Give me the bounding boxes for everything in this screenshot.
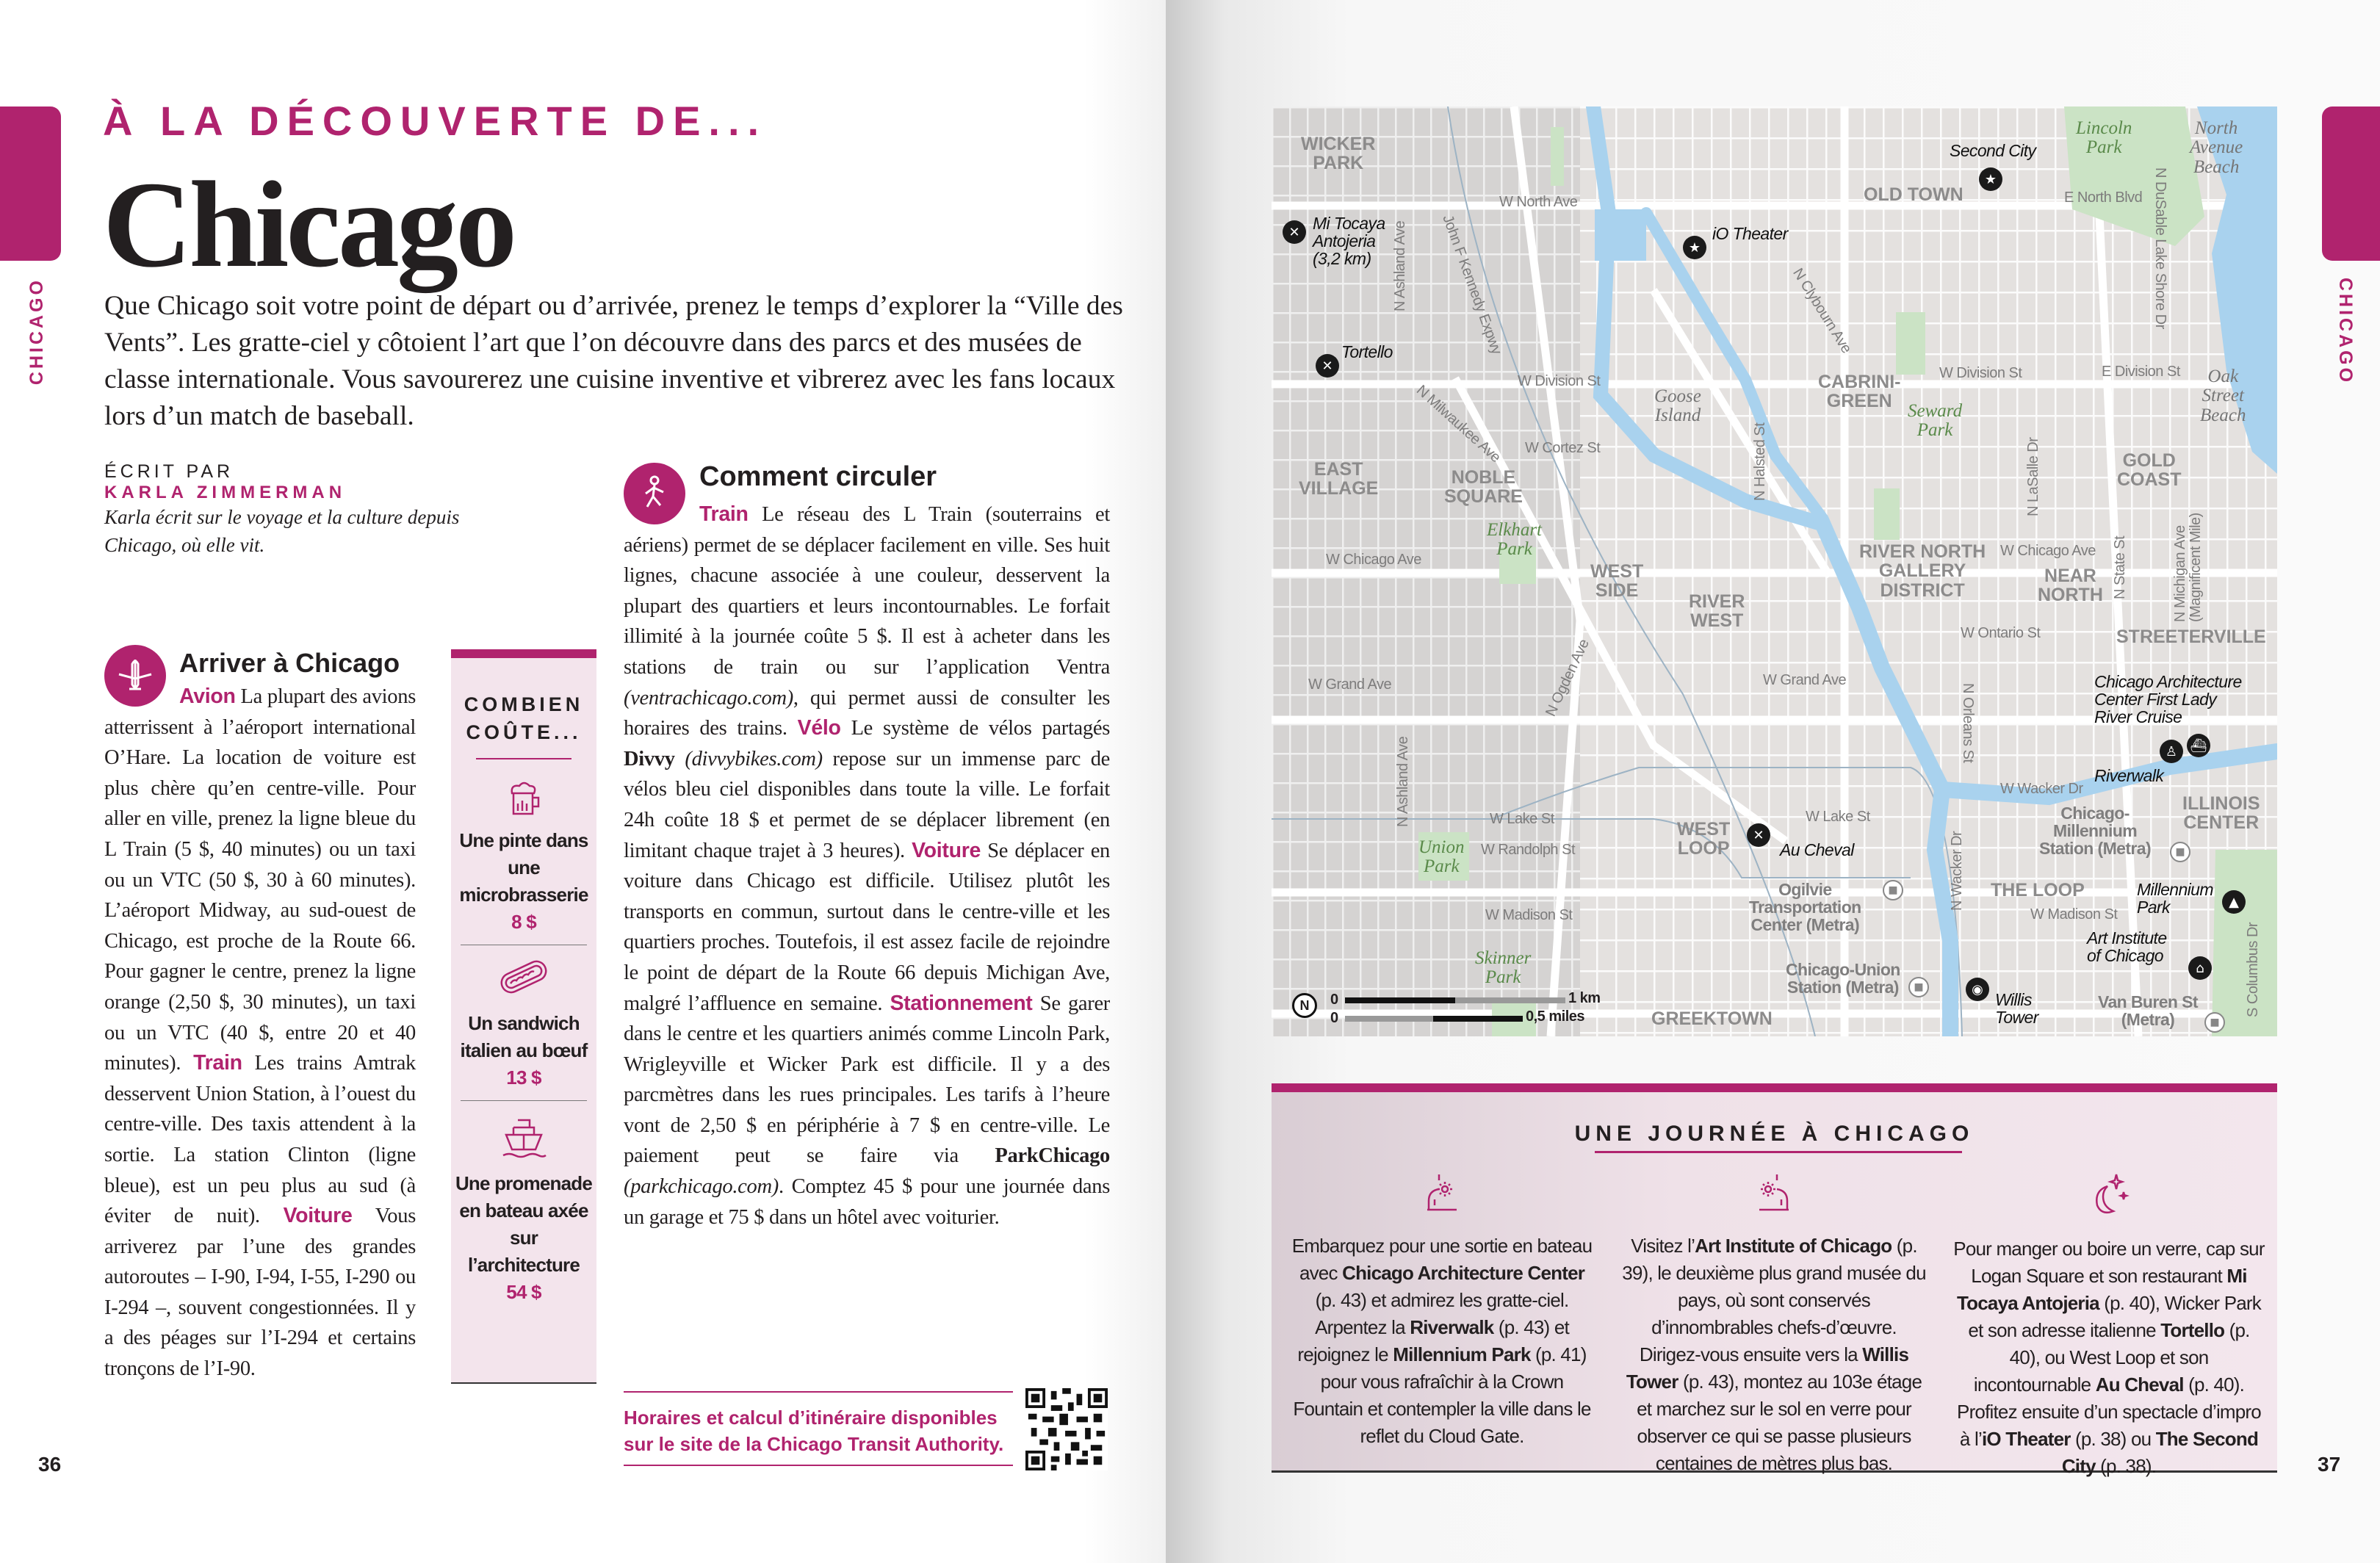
- text-run: (p. 38) ou: [2070, 1428, 2156, 1450]
- map-label-district: ILLINOIS CENTER: [2182, 793, 2260, 834]
- text-run: (p. 39), le deuxième plus grand musée du pays, où sont conservés d’innombrables chefs-d’œuvre. Dirigez-vous ensuite vers la: [1622, 1235, 1926, 1365]
- itinerary-afternoon: [1620, 1172, 1928, 1477]
- text-run: (p. 43) et rejoignez le: [1297, 1316, 1569, 1365]
- text-run: Embarquez pour une sortie en bateau avec: [1291, 1235, 1593, 1284]
- map-label-station: Van Buren St (Metra): [2098, 992, 2198, 1030]
- map-label-street: W Chicago Ave: [1326, 552, 1421, 568]
- url-text: (divvybikes.com): [685, 747, 823, 770]
- text-run: (p. 38).: [2095, 1455, 2157, 1477]
- author-description: Karla écrit sur le voyage et la culture depuis Chicago, où elle vit.: [104, 506, 460, 556]
- bold-text: iO Theater: [1981, 1428, 2071, 1450]
- map-label-street: N Milwaukee Ave: [1413, 382, 1504, 466]
- map-label-street: N Ogden Ave: [1543, 637, 1593, 719]
- map-label-poi[interactable]: Willis Tower: [1995, 990, 2038, 1028]
- restaurant-icon[interactable]: ✕: [1283, 220, 1306, 244]
- bold-text: Tortello: [2160, 1319, 2225, 1341]
- divider: [1595, 1151, 1962, 1153]
- inline-heading: Avion: [179, 685, 236, 708]
- day-itinerary-title: UNE JOURNÉE À CHICAGO: [1574, 1122, 1975, 1146]
- text-run: Le système de vélos partagés: [840, 717, 1110, 740]
- map-label-street: N State St: [2112, 535, 2128, 599]
- map-label-street: W Chicago Ave: [2000, 543, 2096, 559]
- walking-tour-icon[interactable]: ♙: [2160, 740, 2183, 763]
- theater-icon[interactable]: ★: [1979, 167, 2002, 191]
- north-arrow-icon: N: [1292, 993, 1317, 1018]
- map-label-district: GREEKTOWN: [1651, 1008, 1773, 1029]
- cost-item-price: 8 $: [511, 911, 536, 933]
- cost-item: [451, 1116, 596, 1306]
- map-label-district: WICKER PARK: [1301, 134, 1376, 174]
- boat-cruise-icon[interactable]: ⛴: [2187, 734, 2210, 757]
- map-label-station: Ogilvie Transportation Center (Metra): [1749, 880, 1861, 935]
- cost-sidebar-title: COMBIEN COÛTE...: [464, 693, 584, 743]
- scale-mi-zero: 0: [1330, 1010, 1339, 1026]
- scale-bar-km: [1455, 997, 1565, 1003]
- map-label-poi[interactable]: iO Theater: [1712, 224, 1788, 243]
- map-label-district: STREETERVILLE: [2116, 627, 2266, 647]
- divider: [461, 1100, 587, 1101]
- map-label-street: N Halsted St: [1752, 422, 1768, 501]
- map-label-poi[interactable]: Mi Tocaya Antojeria (3,2 km): [1313, 214, 1385, 269]
- url-text: (ventrachicago.com): [624, 686, 793, 710]
- train-station-icon[interactable]: ■: [2204, 1012, 2225, 1033]
- map-label-street: W Madison St: [1485, 907, 1573, 923]
- text-run: Vous arriverez par l’une des grandes autoroutes – I-90, I-94, I-55, I-290 ou I-294 –, souvent congestionnées. Il y a des péages sur l’I-294 et certains tronçons de l’I-90.: [104, 1205, 416, 1381]
- circuler-title: Comment circuler: [699, 461, 937, 492]
- bold-text: Au Cheval: [2095, 1374, 2184, 1396]
- map-label-poi[interactable]: Riverwalk: [2094, 766, 2164, 785]
- map-label-district: NOBLE SQUARE: [1444, 467, 1523, 508]
- cost-item-label: Une pinte dans une microbrasserie: [459, 829, 588, 906]
- text-run: Visitez l’: [1631, 1235, 1695, 1257]
- cost-item-price: 13 $: [506, 1066, 541, 1089]
- text-run: Se garer dans le centre et les quartiers animés comme Lincoln Park, Wrigleyville et Wicker Park est difficile. Il y a des parcmètres dans les rues principales. Les tarifs à l’heure vont de 2,50 $ en périphérie à 7 $ en centre-ville. Le paiement peut se faire via: [624, 992, 1110, 1168]
- circuler-body: [624, 499, 1110, 1232]
- scale-bar-miles: [1433, 1016, 1523, 1022]
- cost-item-label: Un sandwich italien au bœuf 13 $: [460, 1012, 588, 1089]
- map-label-street: W North Ave: [1499, 194, 1578, 210]
- map-label-park: Union Park: [1418, 837, 1465, 877]
- bold-text: Millennium Park: [1393, 1343, 1531, 1365]
- map-label-district: RIVER NORTH GALLERY DISTRICT: [1859, 541, 1986, 601]
- arriver-body: [104, 682, 416, 1385]
- page-title: Chicago: [103, 156, 514, 293]
- map-label-district: GOLD COAST: [2117, 450, 2182, 491]
- map-label-street: W Lake St: [1490, 811, 1554, 827]
- day-itinerary-box: [1272, 1083, 2277, 1477]
- itinerary-text: [1288, 1232, 1596, 1450]
- author-name: KARLA ZIMMERMAN: [104, 483, 347, 502]
- text-run: repose sur un immense parc de vélos bleu ciel disponibles dans toute la ville. Le forfait 24h coûte 18 $ et permet de se déplacer librement (en limitant chaque trajet à 3 heures).: [624, 747, 1110, 862]
- bold-text: ParkChicago: [995, 1144, 1110, 1168]
- map-label-poi[interactable]: Chicago Architecture Center First Lady River Cruise: [2094, 672, 2242, 727]
- map-label-poi[interactable]: Au Cheval: [1780, 840, 1854, 859]
- train-station-icon[interactable]: ■: [2170, 842, 2190, 862]
- itinerary-text: [1620, 1232, 1928, 1477]
- map-label-street: W Randolph St: [1481, 842, 1576, 858]
- cost-item: [451, 779, 596, 936]
- train-station-icon[interactable]: ■: [1883, 880, 1903, 900]
- map-label-street: N Ashland Ave: [1392, 220, 1408, 311]
- map-label-street: W Wacker Dr: [2000, 781, 2083, 797]
- map-label-street: W Division St: [1518, 373, 1601, 389]
- map-label-poi[interactable]: Tortello: [1341, 342, 1393, 361]
- scale-km-zero: 0: [1330, 992, 1339, 1008]
- page-number-right: 37: [2318, 1453, 2341, 1476]
- moon-stars-icon: [2087, 1172, 2131, 1219]
- itinerary-evening: [1951, 1172, 2267, 1480]
- map-label-district: THE LOOP: [1991, 880, 2085, 900]
- map-label-street: W Ontario St: [1961, 625, 2041, 641]
- bold-text: The Second City: [2061, 1428, 2259, 1477]
- byline: [104, 461, 486, 559]
- city-map[interactable]: [1272, 107, 2277, 1036]
- park-tree-icon[interactable]: ▲: [2222, 890, 2246, 914]
- beer-mug-icon: [503, 779, 544, 820]
- inline-heading: Train: [193, 1051, 242, 1075]
- qr-code-icon[interactable]: [1025, 1388, 1108, 1470]
- sunrise-icon: [1420, 1172, 1464, 1216]
- cost-item-price: 54 $: [506, 1281, 541, 1303]
- map-label-street: W Grand Ave: [1308, 676, 1392, 693]
- text-run: Le réseau des L Train (souterrains et aériens) permet de se déplacer facilement en ville. Ses huit lignes, chacune associée à une couleur, desservent la plupart des quartiers et leurs incontournables. Le forfait illimité à la journée coûte 5 $. Il est à acheter dans les stations de train ou sur l’application Ventra: [624, 503, 1110, 679]
- bold-text: Art Institute of Chicago: [1695, 1235, 1892, 1257]
- section-tab-right: [2322, 107, 2380, 261]
- map-label-park: Lincoln Park: [2076, 118, 2132, 158]
- bold-text: Riverwalk: [1410, 1316, 1494, 1338]
- inline-heading: Train: [699, 502, 749, 526]
- text-run: , qui permet aussi de consulter les horaires des trains.: [624, 686, 1110, 740]
- afternoon-sun-icon: [1752, 1172, 1796, 1216]
- museum-icon[interactable]: ⌂: [2188, 956, 2212, 980]
- train-station-icon[interactable]: ■: [1908, 977, 1929, 997]
- text-run: (p. 40), ou West Loop et son incontournable: [1973, 1319, 2250, 1396]
- map-label-district: NEAR NORTH: [2038, 566, 2103, 606]
- scale-bar-km: [1345, 997, 1455, 1003]
- kicker: À LA DÉCOUVERTE DE...: [103, 98, 768, 144]
- scale-bar-miles: [1345, 1016, 1433, 1022]
- map-label-street: N LaSalle Dr: [2025, 437, 2041, 516]
- restaurant-icon[interactable]: ✕: [1747, 823, 1770, 847]
- map-label-street: W Grand Ave: [1763, 672, 1847, 688]
- hot-dog-icon: [496, 954, 552, 1003]
- bold-text: Mi Tocaya Antojeria: [1957, 1265, 2247, 1314]
- text-run: Pour manger ou boire un verre, cap sur Logan Square et son restaurant: [1953, 1238, 2265, 1287]
- restaurant-icon[interactable]: ✕: [1316, 354, 1339, 378]
- map-label-street: W Madison St: [2030, 906, 2118, 923]
- bold-text: Divvy: [624, 747, 675, 770]
- map-label-street: E North Blvd: [2064, 189, 2143, 206]
- map-label-street: W Lake St: [1806, 809, 1870, 825]
- transit-note-line: sur le site de la Chicago Transit Authority.: [624, 1433, 1004, 1455]
- arriver-title: Arriver à Chicago: [179, 648, 400, 678]
- map-label-street: W Division St: [1939, 365, 2022, 381]
- text-run: [675, 748, 685, 770]
- map-label-district: OLD TOWN: [1864, 184, 1964, 205]
- bold-text: Chicago Architecture Center: [1342, 1262, 1585, 1284]
- map-label-district: RIVER WEST: [1689, 591, 1745, 632]
- map-label-water: Oak Street Beach: [2200, 367, 2246, 425]
- itinerary-text: [1951, 1235, 2267, 1480]
- section-tab-left: [0, 107, 61, 261]
- cost-item-label: Une promenade en bateau axée sur l’architecture: [455, 1172, 593, 1276]
- map-label-street: N Orleans St: [1960, 683, 1976, 763]
- theater-icon[interactable]: ★: [1683, 236, 1706, 259]
- map-label-street: W Cortez St: [1525, 440, 1601, 456]
- map-label-street: N Clybourn Ave: [1789, 265, 1855, 356]
- map-label-district: WEST SIDE: [1590, 561, 1644, 602]
- bold-text: Willis Tower: [1626, 1343, 1909, 1393]
- map-label-district: EAST VILLAGE: [1299, 459, 1379, 499]
- map-label-district: WEST LOOP: [1677, 819, 1731, 859]
- map-label-street: John F Kennedy Expwy: [1439, 212, 1505, 357]
- url-text: (parkchicago.com): [624, 1175, 779, 1199]
- section-label-left: CHICAGO: [26, 278, 47, 386]
- text-run: (p. 40), Wicker Park et son adresse italienne: [1968, 1292, 2261, 1341]
- byline-label: ÉCRIT PAR: [104, 461, 234, 482]
- section-label-right: CHICAGO: [2335, 278, 2356, 386]
- itinerary-morning: [1288, 1172, 1596, 1450]
- map-label-district: CABRINI- GREEN: [1818, 372, 1901, 412]
- transit-note-line: Horaires et calcul d’itinéraire disponibles: [624, 1407, 998, 1429]
- text-run: (p. 40). Profitez ensuite d’un spectacle d’impro à l’: [1957, 1374, 2261, 1450]
- text-run: La plupart des avions atterrissent à l’aéroport international O’Hare. La location de voiture est plus chère qu’en centre-ville. Pour aller en ville, prenez la ligne bleue du L Train (5 $, 40 minutes) ou un taxi ou un VTC (50 $, 30 à 60 minutes). L’aéroport Midway, au sud-ouest de Chicago, est proche de la Route 66. Pour gagner le centre, prenez la ligne orange (2,50 $, 30 minutes), un taxi ou un VTC (40 $, entre 20 et 40 minutes).: [104, 685, 416, 1075]
- camera-icon[interactable]: ◉: [1966, 978, 1989, 1001]
- text-run: . Comptez 45 $ pour une journée dans un garage et 75 $ dans un hôtel avec voiturier.: [624, 1175, 1110, 1229]
- scale-mi-label: 0,5 miles: [1526, 1008, 1585, 1025]
- inline-heading: Voiture: [912, 838, 981, 862]
- map-label-station: Chicago-Union Station (Metra): [1786, 960, 1900, 997]
- text-run: Les trains Amtrak desservent Union Station, à l’ouest du centre-ville. Des taxis attendent à la sortie. La station Clinton (ligne bleue), est un peu plus au sud (à éviter de nuit).: [104, 1052, 416, 1228]
- map-label-street: N Ashland Ave: [1395, 736, 1411, 827]
- map-label-water: Goose Island: [1654, 386, 1701, 426]
- inline-heading: Voiture: [283, 1204, 353, 1228]
- map-label-poi[interactable]: Art Institute of Chicago: [2087, 928, 2167, 966]
- map-label-park: Seward Park: [1908, 401, 1963, 441]
- map-label-street: S Columbus Dr: [2245, 922, 2261, 1017]
- cost-item: [451, 954, 596, 1091]
- intro-paragraph: Que Chicago soit votre point de départ ou d’arrivée, prenez le temps d’explorer la “Ville des Vents”. Les gratte-ciel y côtoient l’art que l’on découvre dans des parcs et des musées de classe internationale. Vous savourerez une cuisine inventive et vibrerez avec les fans locaux lors d’un match de baseball.: [104, 291, 1123, 431]
- text-run: (p. 43) et admirez les gratte-ciel. Arpentez la: [1315, 1289, 1569, 1338]
- map-label-station: Chicago- Millennium Station (Metra): [2039, 804, 2152, 859]
- map-label-park: Skinner Park: [1475, 948, 1532, 988]
- divider: [476, 758, 571, 759]
- cost-sidebar: [451, 649, 596, 1384]
- map-label-water: North Avenue Beach: [2190, 118, 2243, 177]
- map-label-poi[interactable]: Second City: [1950, 141, 2036, 160]
- map-label-street: E Division St: [2102, 364, 2180, 380]
- text-run: (p. 43), montez au 103e étage et marchez sur le sol en verre pour observer ce qui se passe plusieurs centaines de mètres plus bas.: [1637, 1371, 1922, 1474]
- scale-km-label: 1 km: [1568, 990, 1601, 1006]
- map-label-street: N Michigan Ave (Magnificent Mile): [2172, 513, 2204, 622]
- inline-heading: Vélo: [797, 716, 841, 740]
- inline-heading: Stationnement: [890, 991, 1033, 1015]
- map-label-park: Elkhart Park: [1487, 520, 1542, 560]
- transit-note: [624, 1391, 1013, 1466]
- map-label-poi[interactable]: Millennium Park: [2137, 880, 2213, 917]
- text-run: Se déplacer en voiture dans Chicago est difficile. Utilisez plutôt les transports en commun, surtout dans le centre-ville et les quartiers proches. Toutefois, il est assez facile de rejoindre le point de départ de la Route 66 depuis Michigan Ave, malgré l’affluence en semaine.: [624, 839, 1110, 1015]
- boat-icon: [500, 1116, 547, 1163]
- map-label-street: N DuSable Lake Shore Dr: [2152, 167, 2168, 329]
- page-number-left: 36: [38, 1453, 62, 1476]
- text-run: (p. 41) pour vous rafraîchir à la Crown Fountain et contempler la ville dans le reflet du Cloud Gate.: [1293, 1343, 1591, 1447]
- map-label-street: N Wacker Dr: [1949, 831, 1965, 911]
